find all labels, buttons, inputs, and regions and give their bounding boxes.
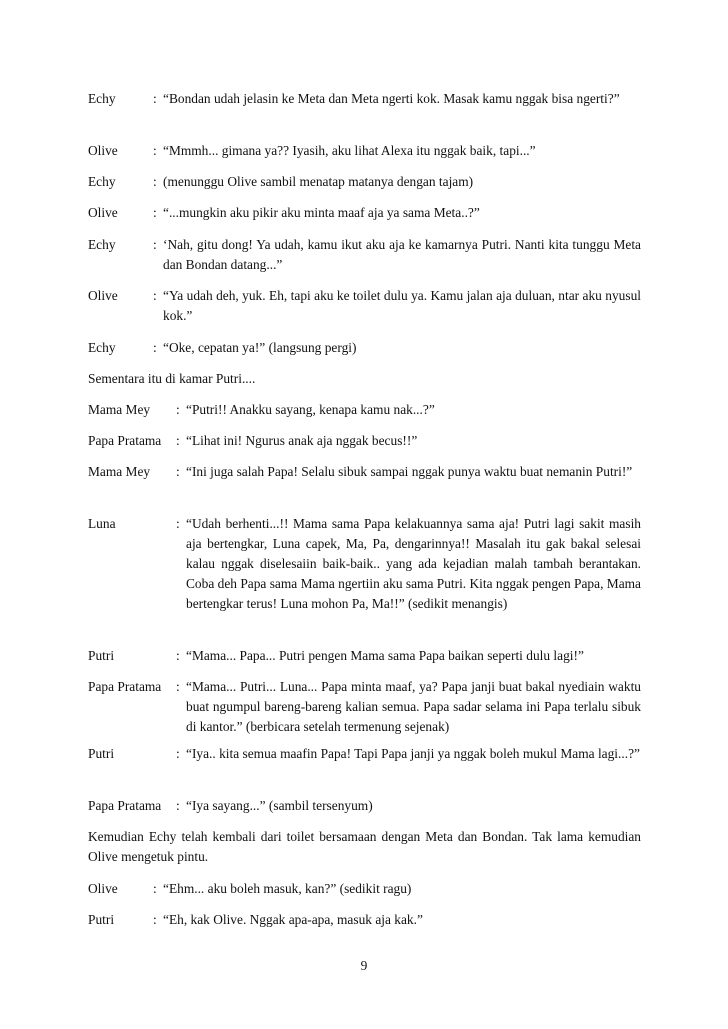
colon: : [153,174,157,189]
speaker-name: Echy [88,340,116,355]
dialogue-text: “...mungkin aku pikir aku minta maaf aja ya sama Meta..?” [163,205,480,220]
speaker-name: Echy [88,237,116,252]
dialogue-text: “Eh, kak Olive. Nggak apa-apa, masuk aja kak.” [163,912,423,927]
dialogue-text: “Udah berhenti...!! Mama sama Papa kelakuannya sama aja! Putri lagi sakit masih aja bertengkar, Luna capek, Ma, Pa, dengarinnya!! Masalah itu gak bakal selesai kalau nggak diselesaiin baik-baik.. yang ada kejadian malah tambah berantakan. Coba deh Papa sama Mama ngertiin aku sama Putri. Kita nggak pengen Papa, Mama bertengkar terus! Luna mohon Pa, Ma!!” (sedikit menangis) [186,516,641,611]
dialogue-text: “Lihat ini! Ngurus anak aja nggak becus!!” [186,433,418,448]
colon: : [153,881,157,896]
dialogue-text: “Mama... Putri... Luna... Papa minta maaf, ya? Papa janji buat bakal nyediain waktu buat ngumpul bareng-bareng kalian semua. Papa sadar selama ini Papa terlalu sibuk di kantor.” (berbicara setelah termenung sejenak) [186,679,641,734]
page-number: 9 [360,958,368,973]
colon: : [153,91,157,106]
speaker-name: Papa Pratama [88,679,162,694]
speaker-name: Putri [88,648,115,663]
colon: : [153,912,157,927]
dialogue-text: “Putri!! Anakku sayang, kenapa kamu nak...?” [186,402,435,417]
colon: : [176,648,180,663]
speaker-name: Olive [88,205,118,220]
speaker-name: Echy [88,91,116,106]
dialogue-text: “Mama... Papa... Putri pengen Mama sama Papa baikan seperti dulu lagi!” [186,648,584,663]
dialogue-text: “Oke, cepatan ya!” (langsung pergi) [163,340,357,355]
speaker-name: Papa Pratama [88,798,162,813]
colon: : [153,205,157,220]
speaker-name: Olive [88,143,118,158]
dialogue-text: “Ehm... aku boleh masuk, kan?” (sedikit ragu) [163,881,412,896]
dialogue-text: “Iya sayang...” (sambil tersenyum) [186,798,373,813]
speaker-name: Putri [88,912,115,927]
speaker-name: Papa Pratama [88,433,162,448]
speaker-name: Olive [88,881,118,896]
speaker-name: Mama Mey [88,402,151,417]
colon: : [153,143,157,158]
scene-break: Sementara itu di kamar Putri.... [88,371,256,386]
dialogue-text: “Iya.. kita semua maafin Papa! Tapi Papa janji ya nggak boleh mukul Mama lagi...?” [186,746,640,761]
colon: : [153,340,157,355]
speaker-name: Putri [88,746,115,761]
colon: : [176,679,180,694]
dialogue-text: “Ini juga salah Papa! Selalu sibuk sampai nggak punya waktu buat nemanin Putri!” [186,464,633,479]
colon: : [176,516,180,531]
speaker-name: Luna [88,516,116,531]
colon: : [153,288,157,303]
dialogue-text: “Bondan udah jelasin ke Meta dan Meta ngerti kok. Masak kamu nggak bisa ngerti?” [163,91,620,106]
speaker-name: Echy [88,174,116,189]
colon: : [153,237,157,252]
speaker-name: Mama Mey [88,464,151,479]
colon: : [176,798,180,813]
colon: : [176,464,180,479]
dialogue-text: (menunggu Olive sambil menatap matanya dengan tajam) [163,174,474,189]
narration-paragraph: Kemudian Echy telah kembali dari toilet bersamaan dengan Meta dan Bondan. Tak lama kemudian Olive mengetuk pintu. [88,829,641,864]
colon: : [176,746,180,761]
colon: : [176,402,180,417]
colon: : [176,433,180,448]
dialogue-text: “Ya udah deh, yuk. Eh, tapi aku ke toilet dulu ya. Kamu jalan aja duluan, ntar aku nyusul kok.” [163,288,641,323]
dialogue-text: “Mmmh... gimana ya?? Iyasih, aku lihat Alexa itu nggak baik, tapi...” [163,143,536,158]
speaker-name: Olive [88,288,118,303]
dialogue-text: ‘Nah, gitu dong! Ya udah, kamu ikut aku aja ke kamarnya Putri. Nanti kita tunggu Meta dan Bondan datang...” [163,237,641,272]
